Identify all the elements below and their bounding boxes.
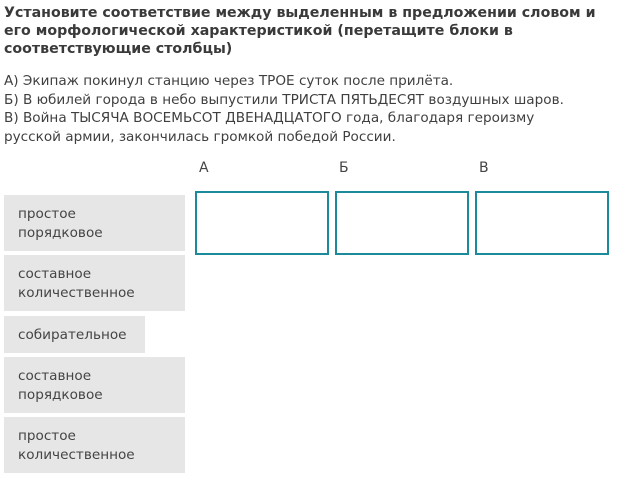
sentence-a: А) Экипаж покинул станцию через ТРОЕ суток после прилёта. bbox=[4, 73, 454, 89]
option-line: простое bbox=[18, 206, 76, 222]
drop-zone-a[interactable] bbox=[195, 191, 329, 255]
column-label-b: Б bbox=[339, 160, 349, 176]
sentence-b: Б) В юбилей города в небо выпустили ТРИСТА ПЯТЬДЕСЯТ воздушных шаров. bbox=[4, 91, 564, 108]
column-label-a: А bbox=[199, 160, 209, 176]
sentence-c: В) Война ТЫСЯЧА ВОСЕМЬСОТ ДВЕНАДЦАТОГО года, благодаря героизму bbox=[4, 110, 535, 126]
column-label-c: В bbox=[479, 160, 489, 176]
option-line: порядковое bbox=[18, 386, 103, 403]
draggable-option-compound-cardinal[interactable] bbox=[4, 255, 185, 311]
drop-zone-c[interactable] bbox=[475, 191, 609, 255]
option-line: количественное bbox=[18, 446, 135, 463]
draggable-option-compound-ordinal[interactable] bbox=[4, 357, 185, 413]
sentence-c-continued: русской армии, закончилась громкой победой России. bbox=[4, 128, 396, 145]
option-line: составное bbox=[18, 266, 92, 282]
question-title: Установите соответствие между выделенным в предложении словом и его морфологической характеристикой (перетащите блоки в соответствующие столбцы) bbox=[4, 5, 596, 57]
option-line: собирательное bbox=[18, 327, 127, 343]
drop-zone-b[interactable] bbox=[335, 191, 469, 255]
option-line: порядковое bbox=[18, 224, 103, 241]
option-line: количественное bbox=[18, 284, 135, 301]
option-line: простое bbox=[18, 428, 76, 444]
draggable-option-simple-ordinal[interactable] bbox=[4, 195, 185, 251]
draggable-option-collective[interactable] bbox=[4, 316, 145, 353]
option-line: составное bbox=[18, 368, 92, 384]
draggable-option-simple-cardinal[interactable] bbox=[4, 417, 185, 473]
sentences-block bbox=[4, 72, 616, 146]
